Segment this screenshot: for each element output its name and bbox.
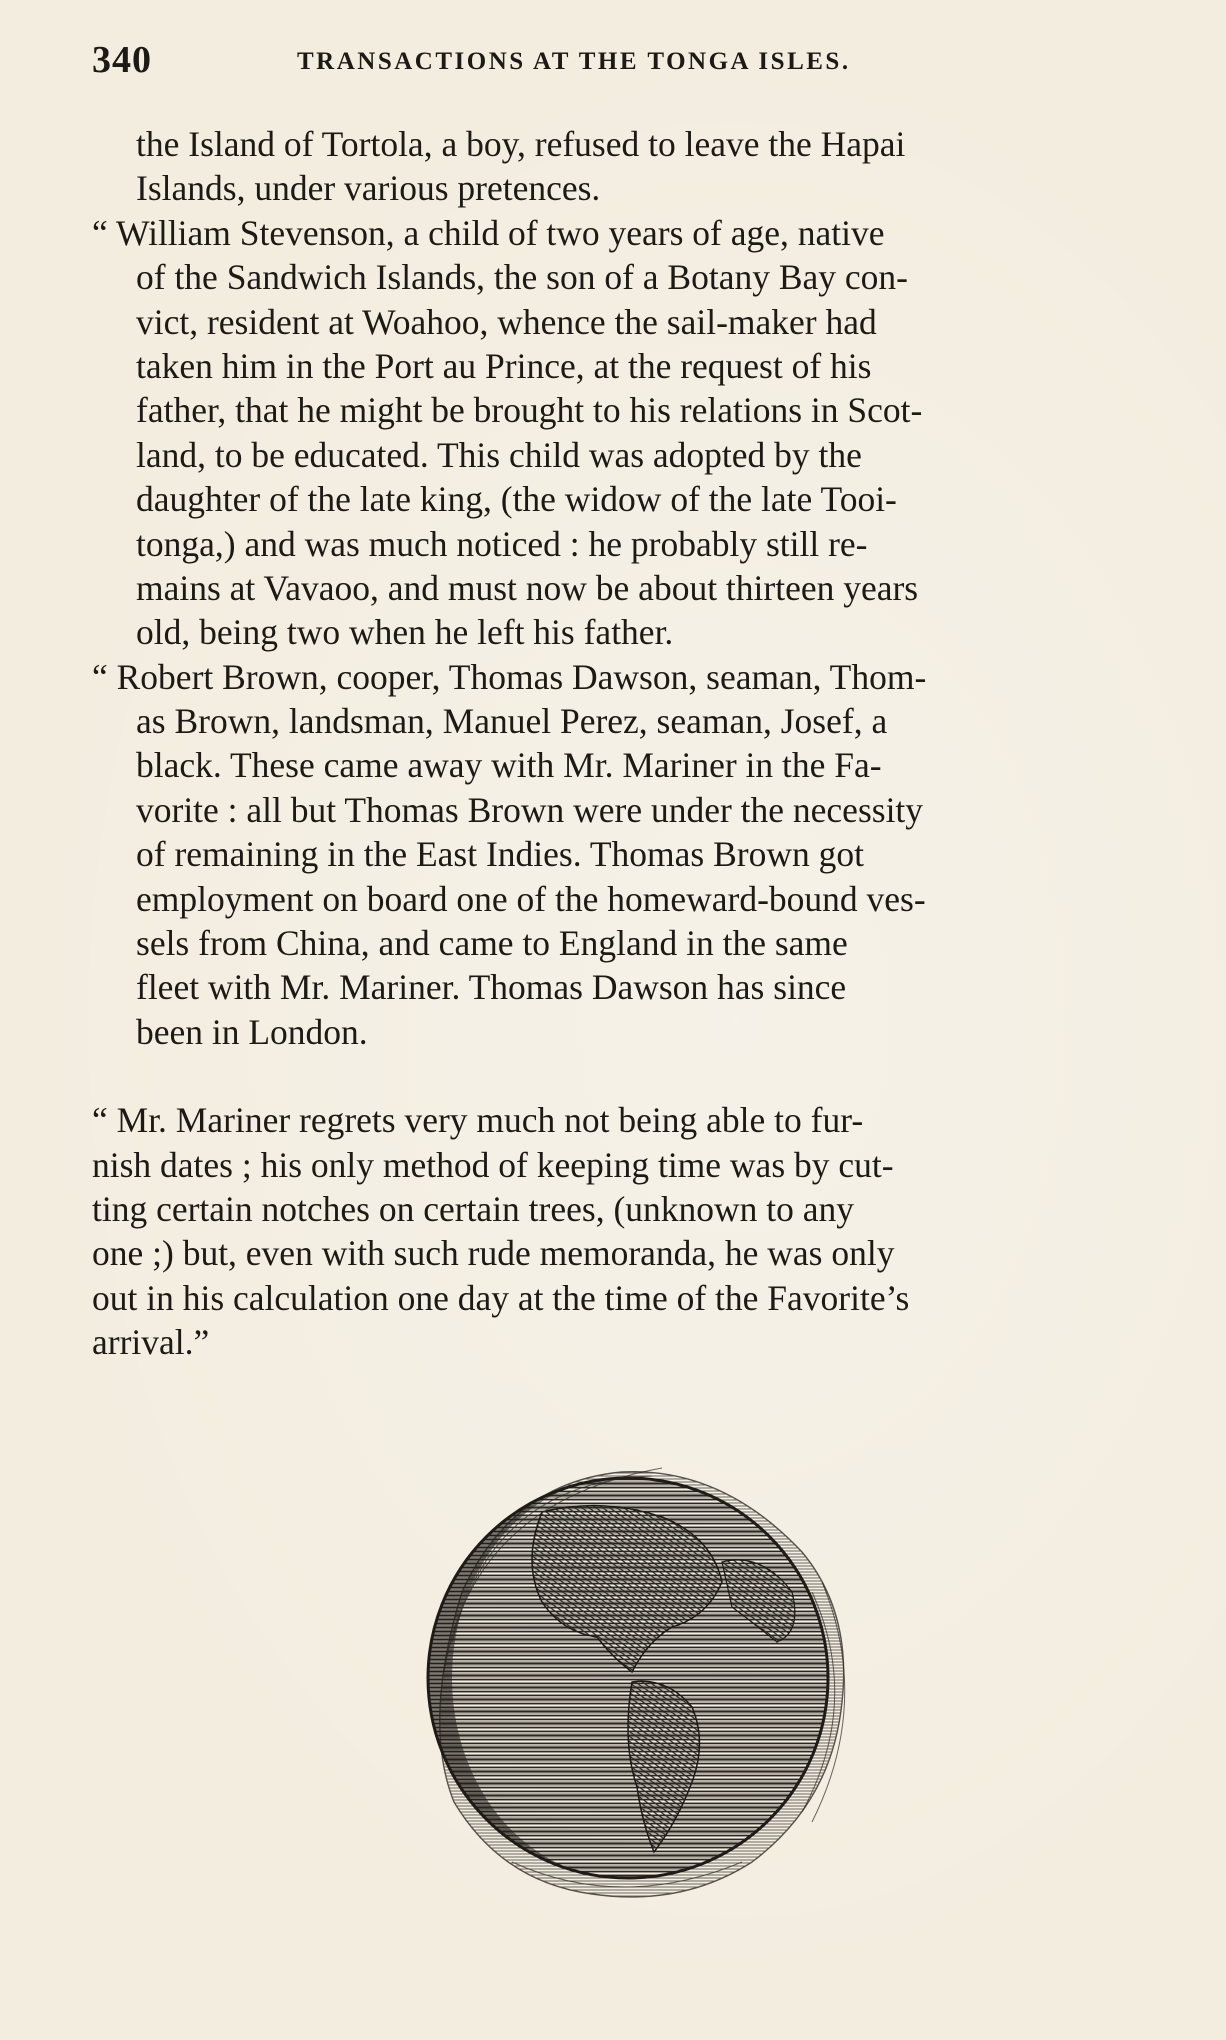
- text-line: been in London.: [136, 1011, 368, 1052]
- text-line: taken him in the Port au Prince, at the request of his: [136, 345, 872, 386]
- text-line: vorite : all but Thomas Brown were under the necessity: [136, 789, 924, 830]
- text-line: ting certain notches on certain trees, (unknown to any: [92, 1188, 855, 1229]
- text-line: as Brown, landsman, Manuel Perez, seaman, Josef, a: [136, 701, 888, 742]
- text-line: employment on board one of the homeward-bound ves-: [136, 878, 926, 919]
- text-line: arrival.”: [92, 1322, 210, 1363]
- text-line: tonga,) and was much noticed : he probably still re-: [136, 523, 868, 564]
- text-line: nish dates ; his only method of keeping time was by cut-: [92, 1144, 894, 1185]
- paragraph-gap: [92, 1054, 1164, 1098]
- text-line: old, being two when he left his father.: [136, 612, 674, 653]
- text-line: of the Sandwich Islands, the son of a Botany Bay con-: [136, 257, 908, 298]
- text-line: vict, resident at Woahoo, whence the sail-maker had: [136, 301, 877, 342]
- globe-engraving-icon: [392, 1442, 864, 1912]
- text-line: sels from China, and came to England in the same: [136, 923, 848, 964]
- text-line: Islands, under various pretences.: [136, 168, 601, 209]
- text-line: land, to be educated. This child was adopted by the: [136, 434, 862, 475]
- text-line: “ William Stevenson, a child of two years of age, native: [92, 212, 885, 253]
- text-line: “ Robert Brown, cooper, Thomas Dawson, seaman, Thom-: [92, 656, 927, 697]
- body-text: [92, 122, 1164, 1365]
- page-header: [92, 38, 1092, 88]
- page-number: 340: [92, 39, 152, 81]
- text-line: “ Mr. Mariner regrets very much not being able to fur-: [92, 1100, 864, 1141]
- text-line: fleet with Mr. Mariner. Thomas Dawson has since: [136, 967, 847, 1008]
- text-line: daughter of the late king, (the widow of the late Tooi-: [136, 479, 897, 520]
- text-line: of remaining in the East Indies. Thomas Brown got: [136, 834, 864, 875]
- text-line: mains at Vavaoo, and must now be about thirteen years: [136, 567, 919, 608]
- text-line: one ;) but, even with such rude memoranda, he was only: [92, 1233, 895, 1274]
- text-line: black. These came away with Mr. Mariner in the Fa-: [136, 745, 882, 786]
- running-head: TRANSACTIONS AT THE TONGA ISLES.: [297, 48, 851, 75]
- text-line: out in his calculation one day at the time of the Favorite’s: [92, 1277, 910, 1318]
- text-line: father, that he might be brought to his relations in Scot-: [136, 390, 923, 431]
- text-line: the Island of Tortola, a boy, refused to leave the Hapai: [136, 124, 906, 164]
